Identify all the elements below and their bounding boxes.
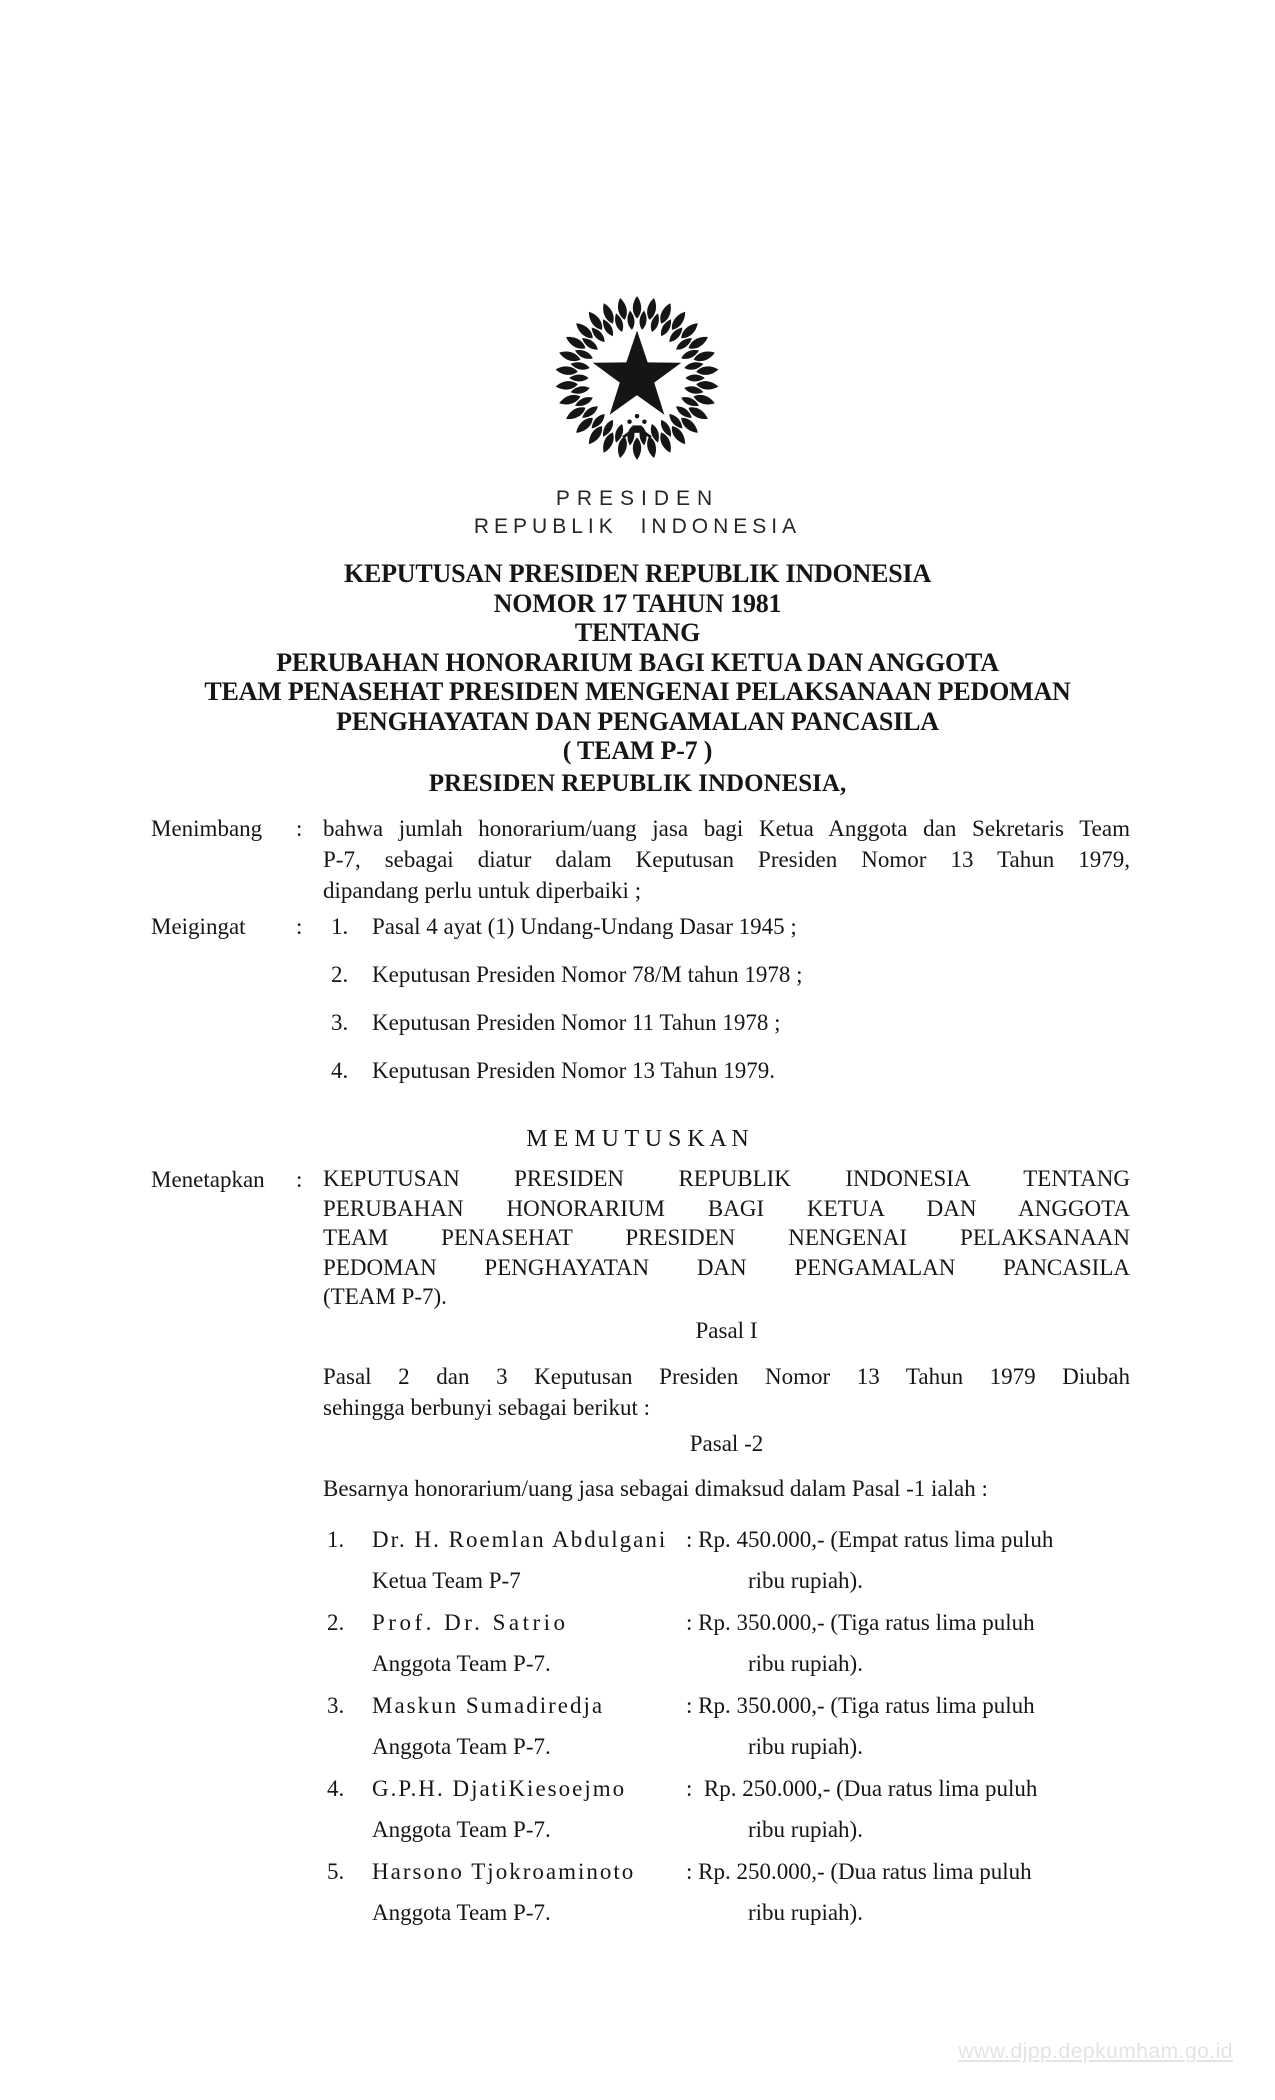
meigingat-section (151, 911, 1130, 1086)
paragraph-line: KEPUTUSAN PRESIDEN REPUBLIK INDONESIA TENTANG (323, 1166, 1130, 1191)
honorarium-item (323, 1858, 1130, 1927)
item-number: 5. (327, 1859, 345, 1884)
presidential-star-wreath-logo (544, 285, 730, 471)
honorarium-item (323, 1609, 1130, 1678)
person-column (372, 1692, 686, 1761)
person-name: Maskun Sumadiredja (372, 1693, 605, 1718)
letterhead-republik-indonesia: REPUBLIK INDONESIA (473, 515, 802, 538)
meigingat-label: Meigingat (151, 914, 246, 939)
amount-line: ribu rupiah). (748, 1734, 863, 1759)
item-number: 1. (331, 914, 349, 939)
honorarium-item (323, 1692, 1130, 1761)
title-line: ( TEAM P-7 ) (562, 736, 713, 765)
person-name: Harsono Tjokroaminoto (372, 1859, 636, 1884)
letterhead-presiden: PRESIDEN (555, 487, 720, 510)
colon: : (296, 816, 303, 841)
amount-line: ribu rupiah). (748, 1900, 863, 1925)
item-number: 4. (331, 1058, 349, 1083)
meigingat-list (323, 911, 1130, 1086)
title-line: KEPUTUSAN PRESIDEN REPUBLIK INDONESIA (343, 559, 932, 588)
item-number: 4. (327, 1776, 345, 1801)
watermark-url: www.djpp.depkumham.go.id (958, 2040, 1233, 2063)
colon: : (296, 1167, 303, 1192)
title-line: PENGHAYATAN DAN PENGAMALAN PANCASILA (336, 706, 939, 736)
paragraph-line: (TEAM P-7). (323, 1284, 447, 1309)
item-text: Keputusan Presiden Nomor 78/M tahun 1978 ; (372, 962, 803, 987)
memutuskan-heading: M E M U T U S K A N (526, 1126, 749, 1152)
pasal-1-heading: Pasal I (695, 1318, 758, 1343)
item-number: 3. (327, 1693, 345, 1718)
person-column (372, 1858, 686, 1927)
item-number: 3. (331, 1010, 349, 1035)
menimbang-body (323, 813, 1130, 906)
amount-line: ribu rupiah). (748, 1568, 863, 1593)
paragraph-line: TEAM PENASEHAT PRESIDEN NENGENAI PELAKSANAAN (323, 1225, 1130, 1250)
paragraph-line: P-7, sebagai diatur dalam Keputusan Presiden Nomor 13 Tahun 1979, (323, 847, 1130, 872)
paragraph-line: PERUBAHAN HONORARIUM BAGI KETUA DAN ANGGOTA (323, 1195, 1130, 1221)
title-line: NOMOR 17 TAHUN 1981 (493, 588, 782, 618)
item-text: Keputusan Presiden Nomor 11 Tahun 1978 ; (372, 1010, 781, 1035)
title-line: PERUBAHAN HONORARIUM BAGI KETUA DAN ANGGOTA (276, 647, 999, 677)
list-item (323, 911, 1130, 942)
person-role: Ketua Team P-7 (372, 1568, 521, 1593)
menimbang-label: Menimbang (151, 816, 263, 841)
list-item (323, 1055, 1130, 1086)
item-number: 2. (331, 962, 349, 987)
amount-line: : Rp. 450.000,- (Empat ratus lima puluh (686, 1527, 1054, 1552)
pasal-2-heading: Pasal -2 (689, 1431, 764, 1456)
item-number: 1. (327, 1527, 345, 1552)
menetapkan-label: Menetapkan (151, 1167, 265, 1192)
paragraph-line: Pasal 2 dan 3 Keputusan Presiden Nomor 13 Tahun 1979 Diubah (323, 1364, 1130, 1389)
amount-column (686, 1609, 1130, 1678)
paragraph-line: Besarnya honorarium/uang jasa sebagai dimaksud dalam Pasal -1 ialah : (323, 1476, 988, 1501)
person-column (372, 1526, 686, 1595)
amount-line: : Rp. 350.000,- (Tiga ratus lima puluh (686, 1693, 1035, 1718)
person-role: Anggota Team P-7. (372, 1900, 551, 1925)
amount-line: : Rp. 250.000,- (Dua ratus lima puluh (686, 1859, 1032, 1884)
item-number: 2. (327, 1610, 345, 1635)
person-name: G.P.H. DjatiKiesoejmo (372, 1776, 627, 1801)
honorarium-list (323, 1526, 1130, 1941)
item-text: Pasal 4 ayat (1) Undang-Undang Dasar 1945 ; (372, 914, 797, 939)
amount-line: : Rp. 250.000,- (Dua ratus lima puluh (686, 1776, 1038, 1801)
person-name: Dr. H. Roemlan Abdulgani (372, 1527, 668, 1552)
person-column (372, 1775, 686, 1844)
honorarium-item (323, 1775, 1130, 1844)
amount-line: ribu rupiah). (748, 1651, 863, 1676)
pasal-2-intro (323, 1473, 1130, 1504)
amount-column (686, 1858, 1130, 1927)
person-role: Anggota Team P-7. (372, 1734, 551, 1759)
list-item (323, 959, 1130, 990)
menetapkan-section (151, 1164, 1130, 1312)
title-line: TENTANG (574, 618, 701, 647)
paragraph-line: bahwa jumlah honorarium/uang jasa bagi Ketua Anggota dan Sekretaris Team (323, 816, 1130, 841)
amount-column (686, 1692, 1130, 1761)
amount-column (686, 1775, 1130, 1844)
issuing-authority-line: PRESIDEN REPUBLIK INDONESIA, (428, 770, 847, 797)
amount-line: ribu rupiah). (748, 1817, 863, 1842)
star-icon (593, 331, 682, 415)
colon: : (296, 914, 303, 939)
amount-column (686, 1526, 1130, 1595)
list-item (323, 1007, 1130, 1038)
menimbang-section (151, 813, 1130, 906)
decree-title (0, 559, 1275, 766)
title-line: TEAM PENASEHAT PRESIDEN MENGENAI PELAKSANAAN PEDOMAN (204, 677, 1071, 706)
person-column (372, 1609, 686, 1678)
honorarium-item (323, 1526, 1130, 1595)
person-role: Anggota Team P-7. (372, 1817, 551, 1842)
item-text: Keputusan Presiden Nomor 13 Tahun 1979. (372, 1058, 775, 1083)
paragraph-line: sehingga berbunyi sebagai berikut : (323, 1395, 651, 1420)
person-name: Prof. Dr. Satrio (372, 1610, 569, 1635)
person-role: Anggota Team P-7. (372, 1651, 551, 1676)
menetapkan-body (323, 1164, 1130, 1312)
paragraph-line: PEDOMAN PENGHAYATAN DAN PENGAMALAN PANCASILA (323, 1254, 1130, 1280)
pasal-1-paragraph (323, 1361, 1130, 1423)
amount-line: : Rp. 350.000,- (Tiga ratus lima puluh (686, 1610, 1035, 1635)
paragraph-line: dipandang perlu untuk diperbaiki ; (323, 878, 642, 903)
